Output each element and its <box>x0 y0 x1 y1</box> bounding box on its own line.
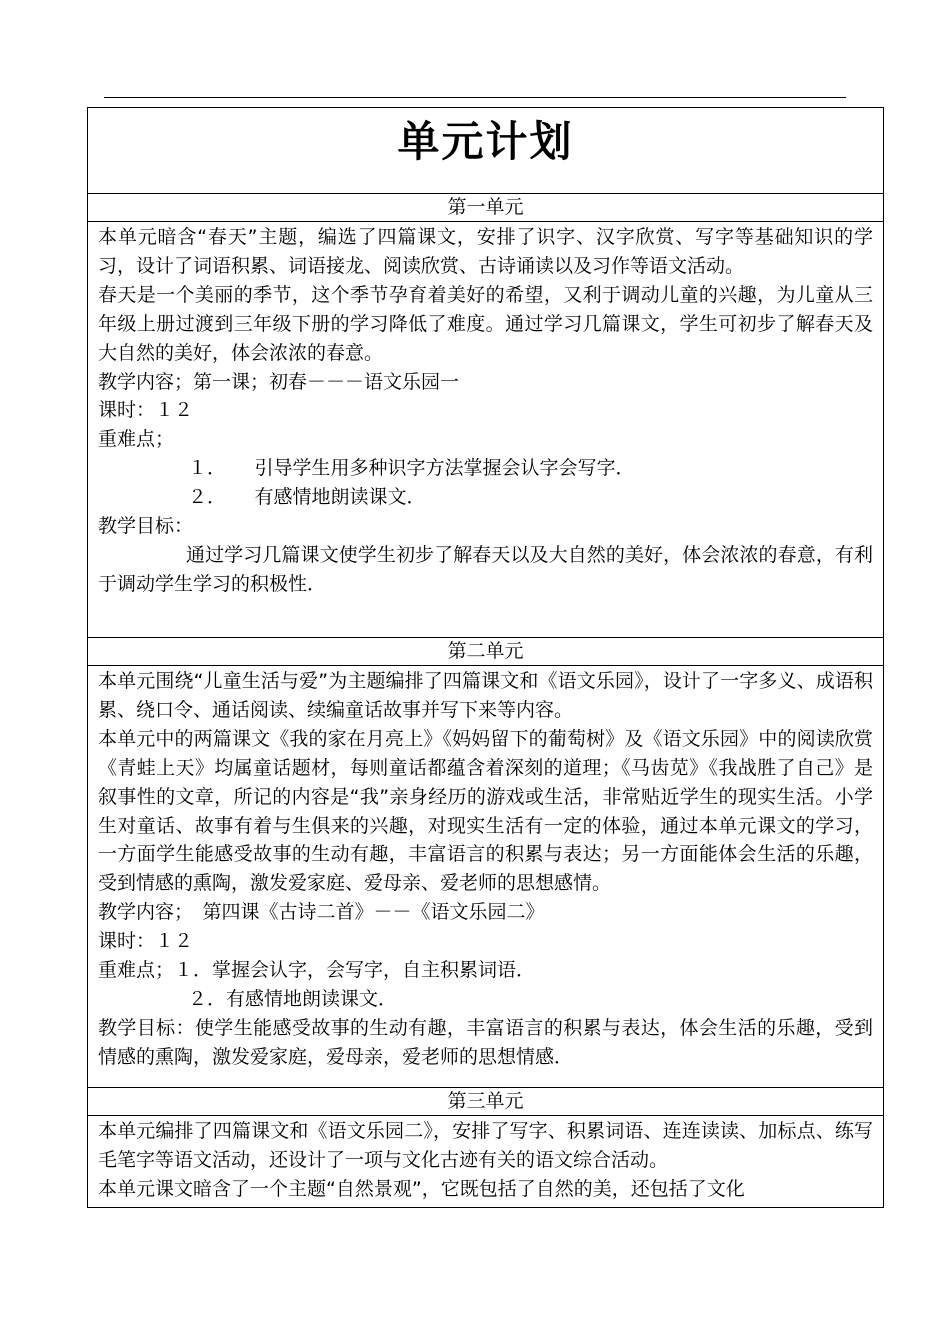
unit-2-content: 教学内容； 第四课《古诗二首》－－《语文乐园二》 <box>98 901 545 924</box>
unit-2-key-point-2: ２．有感情地朗读课文． <box>188 987 398 1010</box>
unit-2-intro-2: 本单元中的两篇课文《我的家在月亮上》《妈妈留下的葡萄树》及《语文乐园》中的阅读欣赏《青蛙上天》均属童话题材，每则童话都蕴含着深刻的道理；《马齿苋》《我战胜了自己》是叙事性的文章，所记的内容是“我”亲身经历的游戏或生活，非常贴近学生的现实生活。小学生对童话、故事有着与生俱来的兴趣，对现实生活有一定的体验，通过本单元课文的学习，一方面学生能感受故事的生动有趣，丰富语言的积累与表达；另一方面能体会生活的乐趣，受到情感的熏陶，激发爱家庭、爱母亲、爱老师的思想感情。 <box>98 727 873 895</box>
unit-1-key-point-2: ２． 有感情地朗读课文． <box>188 486 426 509</box>
unit-1-content: 教学内容；第一课；初春－－－语文乐园一 <box>98 370 460 393</box>
unit-1-key-point-1: １． 引导学生用多种识字方法掌握会认字会写字． <box>188 457 635 480</box>
title-row <box>88 108 883 194</box>
unit-1-heading: 第一单元 <box>88 194 883 222</box>
unit-3-intro-2: 本单元课文暗含了一个主题“自然景观”，它既包括了自然的美，还包括了文化 <box>98 1177 745 1200</box>
header-rule <box>104 97 846 98</box>
unit-1-hours: 课时：１２ <box>98 399 194 422</box>
unit-2-goals: 教学目标：使学生能感受故事的生动有趣，丰富语言的积累与表达，体会生活的乐趣，受到情感的熏陶，激发爱家庭，爱母亲，爱老师的思想情感． <box>98 1016 873 1068</box>
unit-2-heading: 第二单元 <box>88 638 883 666</box>
unit-1-body <box>88 222 883 638</box>
unit-plan-table <box>87 107 884 1208</box>
unit-1-intro-2: 春天是一个美丽的季节，这个季节孕育着美好的希望，又利于调动儿童的兴趣，为儿童从三年级上册过渡到三年级下册的学习降低了难度。通过学习几篇课文，学生可初步了解春天及大自然的美好，体会浓浓的春意。 <box>98 283 873 364</box>
unit-2-body <box>88 666 883 1088</box>
unit-2-hours: 课时：１２ <box>98 930 194 953</box>
unit-1-intro-1: 本单元暗含“春天”主题，编选了四篇课文，安排了识字、汉字欣赏、写字等基础知识的学习，设计了词语积累、词语接龙、阅读欣赏、古诗诵读以及习作等语文活动。 <box>98 226 873 277</box>
page-title: 单元计划 <box>397 117 574 166</box>
unit-3-body <box>88 1116 883 1207</box>
unit-2-intro-1: 本单元围绕“儿童生活与爱”为主题编排了四篇课文和《语文乐园》，设计了一字多义、成语积累、绕口令、通话阅读、续编童话故事并写下来等内容。 <box>98 670 873 721</box>
unit-1-goals-label: 教学目标： <box>98 515 194 538</box>
unit-3-intro-1: 本单元编排了四篇课文和《语文乐园二》，安排了写字、积累词语、连连读读、加标点、练写毛笔字等语文活动，还设计了一项与文化古迹有关的语文综合活动。 <box>98 1120 873 1171</box>
unit-1-goals: 通过学习几篇课文使学生初步了解春天以及大自然的美好，体会浓浓的春意，有利于调动学生学习的积极性． <box>98 543 873 595</box>
unit-1-key-points-label: 重难点； <box>98 428 175 451</box>
unit-2-key-point-1: 重难点；１．掌握会认字，会写字，自主积累词语． <box>98 959 536 982</box>
unit-3-heading: 第三单元 <box>88 1088 883 1116</box>
